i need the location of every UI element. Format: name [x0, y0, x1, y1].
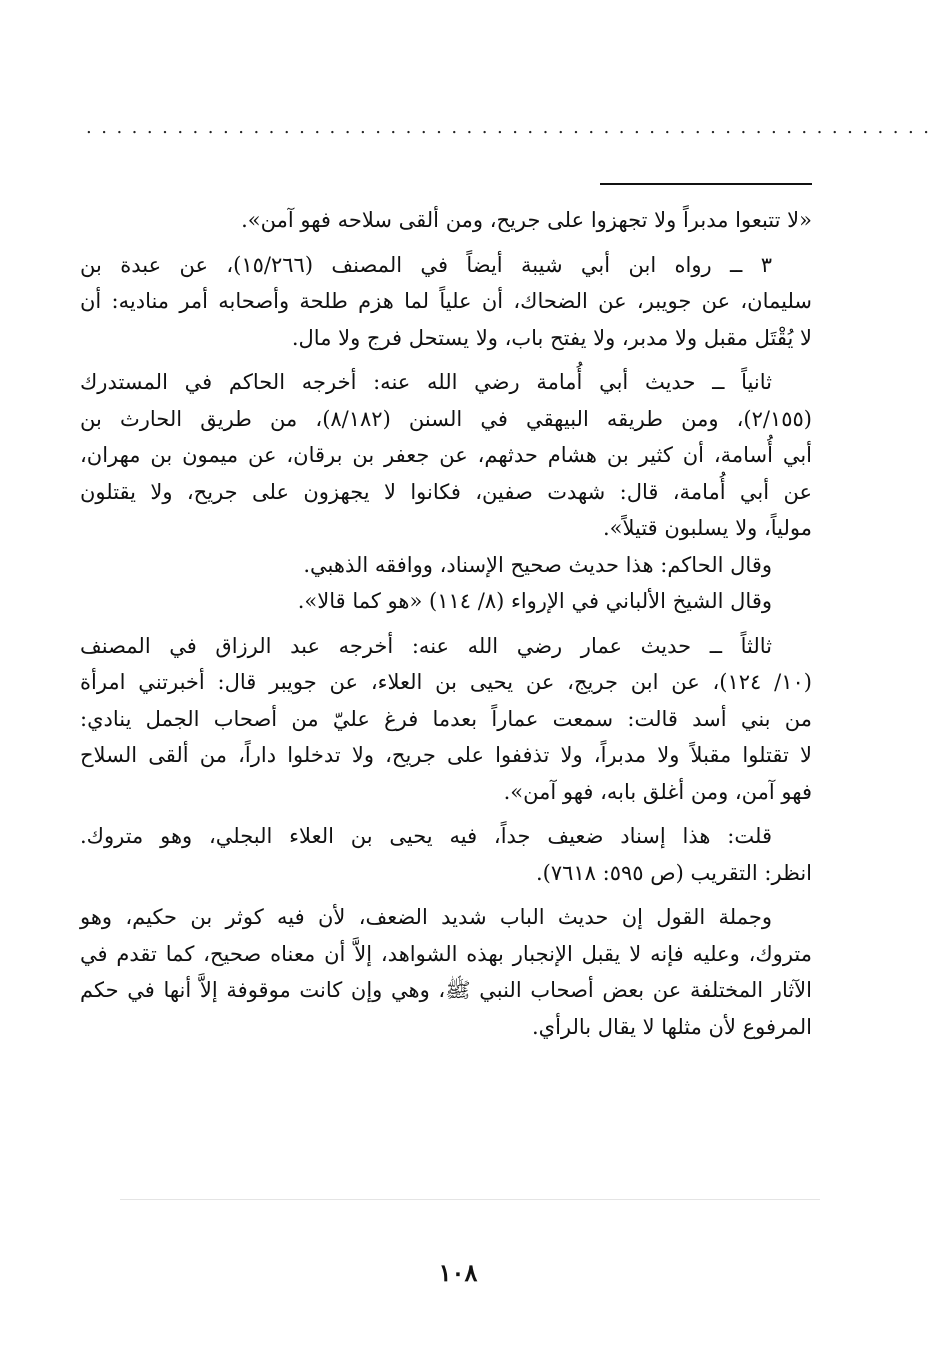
text-line: انظر: التقريب (ص ٥٩٥: ٧٦١٨). — [535, 860, 812, 885]
text-line: وجملة القول إن حديث الباب شديد الضعف، لأن فيه كوثر بن حكيم، وهو — [80, 905, 772, 929]
paragraph-gap — [80, 620, 812, 628]
scan-artifact-line — [120, 1199, 820, 1200]
text-line: سليمان، عن جويبر، عن الضحاك، أن علياً لما هزم طلحة وأصحابه أمر مناديه: أن — [80, 289, 812, 313]
text-line: عن أبي أُمامة، قال: شهدت صفين، فكانوا لا يجهزون على جريح، ولا يقتلون — [80, 479, 812, 504]
text-line: ٣ ــ رواه ابن أبي شيبة أيضاً في المصنف (١٥/٢٦٦)، عن عبدة بن — [80, 252, 772, 277]
dotted-separator: ........................................................ — [86, 117, 938, 138]
text-line: مولياً، ولا يسلبون قتيلاً». — [602, 516, 812, 540]
text-line: متروك، وعليه فإنه لا يقبل الإنجبار بهذه الشواهد، إلاَّ أن معناه صحيح، كما تقدم في — [80, 941, 812, 966]
text-line: وقال الشيخ الألباني في الإرواء (٨/ ١١٤) «هو كما قالا». — [297, 589, 772, 613]
paragraph-gap — [80, 239, 812, 247]
paragraph-gap — [80, 891, 812, 899]
page-number: ١٠٨ — [438, 1258, 478, 1287]
footnote-text — [80, 202, 812, 1045]
text-line: (١٠/ ١٢٤)، عن ابن جريج، عن يحيى بن العلاء، عن جويبر قال: أخبرتني امرأة — [80, 670, 812, 694]
text-line: «لا تتبعوا مدبراً ولا تجهزوا على جريح، ومن ألقى سلاحه فهو آمن». — [241, 208, 812, 232]
footnote-rule — [600, 183, 812, 185]
text-line: لا تقتلوا مقبلاً ولا مدبراً، ولا تذففوا على جريح، ولا تدخلوا داراً، من ألقى السلاح — [80, 743, 812, 767]
text-line: (٢/١٥٥)، ومن طريقه البيهقي في السنن (٨/١٨٢)، من طريق الحارث بن — [80, 406, 812, 431]
text-line: لا يُقْتَل مقبل ولا مدبر، ولا يفتح باب، ولا يستحل فرج ولا مال. — [291, 325, 812, 350]
text-line: ثانياً ــ حديث أبي أُمامة رضي الله عنه: أخرجه الحاكم في المستدرك — [80, 370, 772, 394]
text-line: قلت: هذا إسناد ضعيف جداً، فيه يحيى بن العلاء البجلي، وهو متروك. — [80, 824, 772, 848]
text-line: ثالثاً ــ حديث عمار رضي الله عنه: أخرجه عبد الرزاق في المصنف — [80, 633, 772, 658]
text-line: أبي أُسامة، أن كثير بن هشام حدثهم، عن جعفر بن برقان، عن ميمون بن مهران، — [80, 443, 812, 467]
text-line: المرفوع لأن مثلها لا يقال بالرأي. — [531, 1014, 812, 1039]
text-line: من بني أسد قالت: سمعت عماراً بعدما فرغ عليّ من أصحاب الجمل ينادي: — [80, 706, 812, 731]
paragraph-gap — [80, 810, 812, 818]
text-line: وقال الحاكم: هذا حديث صحيح الإسناد، ووافقه الذهبي. — [303, 552, 772, 577]
paragraph-gap — [80, 356, 812, 364]
text-line: فهو آمن، ومن أغلق بابه، فهو آمن». — [503, 779, 812, 804]
text-line: الآثار المختلفة عن بعض أصحاب النبي ﷺ، وهي وإن كانت موقوفة إلاَّ أنها في حكم — [80, 978, 812, 1002]
